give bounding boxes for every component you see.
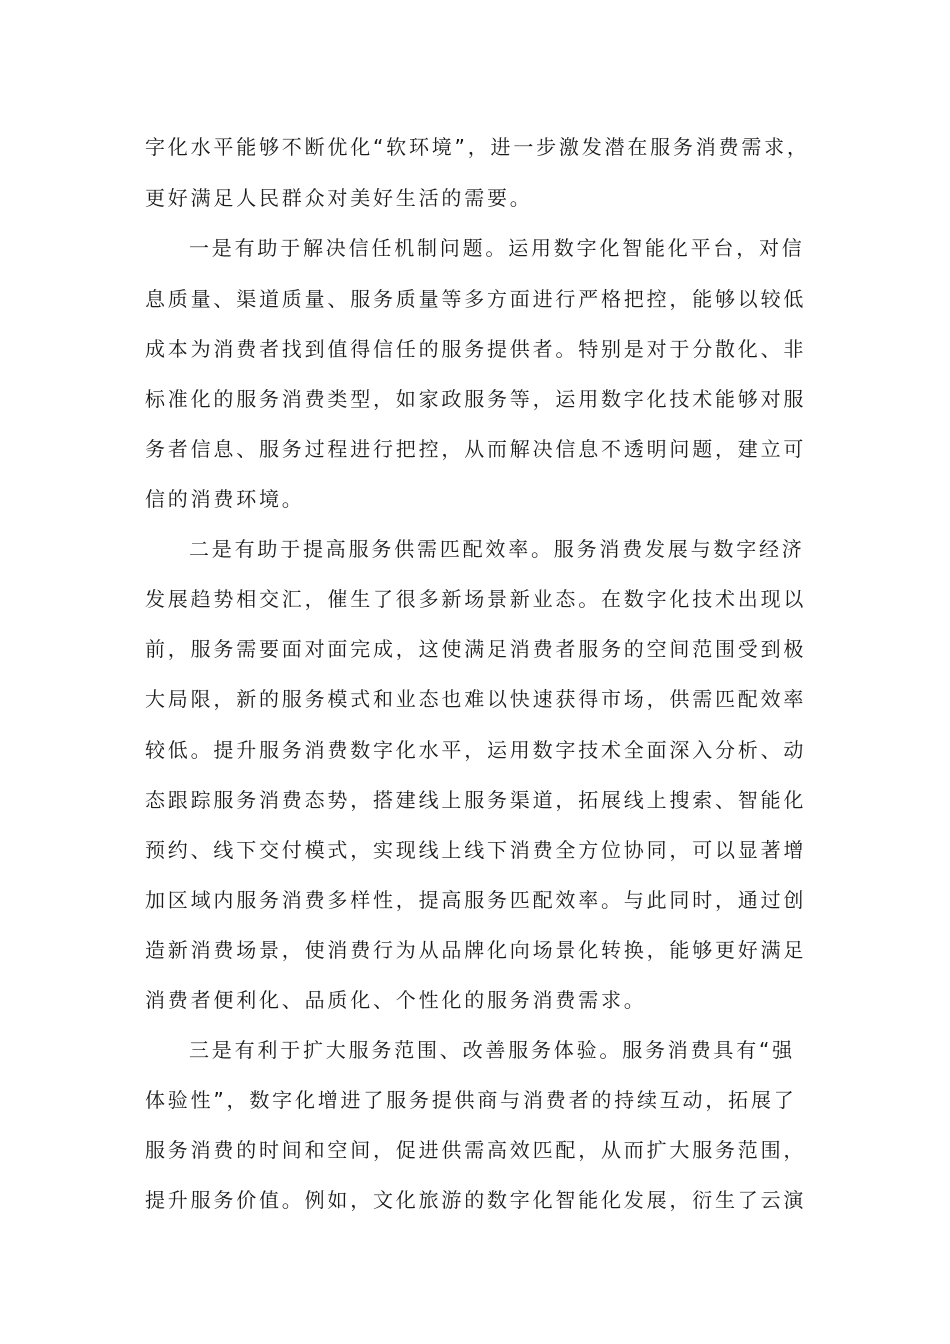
text-line: 较低。提升服务消费数字化水平，运用数字技术全面深入分析、动 [145,738,807,762]
text-line: 态跟踪服务消费态势，搭建线上服务渠道，拓展线上搜索、智能化 [145,788,807,812]
paragraph-3-first-line: 三是有利于扩大服务范围、改善服务体验。服务消费具有“强 [189,1038,795,1062]
text-line: 信的消费环境。 [145,487,305,511]
text-line: 成本为消费者找到值得信任的服务提供者。特别是对于分散化、非 [145,337,807,361]
text-line: 预约、线下交付模式，实现线上线下消费全方位协同，可以显著增 [145,838,807,862]
text-line: 标准化的服务消费类型，如家政服务等，运用数字化技术能够对服 [145,387,807,411]
text-line: 务者信息、服务过程进行把控，从而解决信息不透明问题，建立可 [145,437,807,461]
text-line: 前，服务需要面对面完成，这使满足消费者服务的空间范围受到极 [145,637,807,661]
text-line: 提升服务价值。例如，文化旅游的数字化智能化发展，衍生了云演 [145,1188,807,1212]
text-line: 服务消费的时间和空间，促进供需高效匹配，从而扩大服务范围， [145,1138,807,1162]
paragraph-1-first-line: 一是有助于解决信任机制问题。运用数字化智能化平台，对信 [189,236,805,260]
text-line: 更好满足人民群众对美好生活的需要。 [145,186,533,210]
text-line: 大局限，新的服务模式和业态也难以快速获得市场，供需匹配效率 [145,687,807,711]
text-line: 体验性”，数字化增进了服务提供商与消费者的持续互动，拓展了 [145,1088,797,1112]
text-line: 字化水平能够不断优化“软环境”，进一步激发潜在服务消费需求， [145,135,810,159]
text-line: 发展趋势相交汇，催生了很多新场景新业态。在数字化技术出现以 [145,587,807,611]
text-line: 造新消费场景，使消费行为从品牌化向场景化转换，能够更好满足 [145,938,807,962]
paragraph-2-first-line: 二是有助于提高服务供需匹配效率。服务消费发展与数字经济 [189,537,805,561]
text-line: 消费者便利化、品质化、个性化的服务消费需求。 [145,988,647,1012]
text-line: 加区域内服务消费多样性，提高服务匹配效率。与此同时，通过创 [145,888,807,912]
text-line: 息质量、渠道质量、服务质量等多方面进行严格把控，能够以较低 [145,287,807,311]
